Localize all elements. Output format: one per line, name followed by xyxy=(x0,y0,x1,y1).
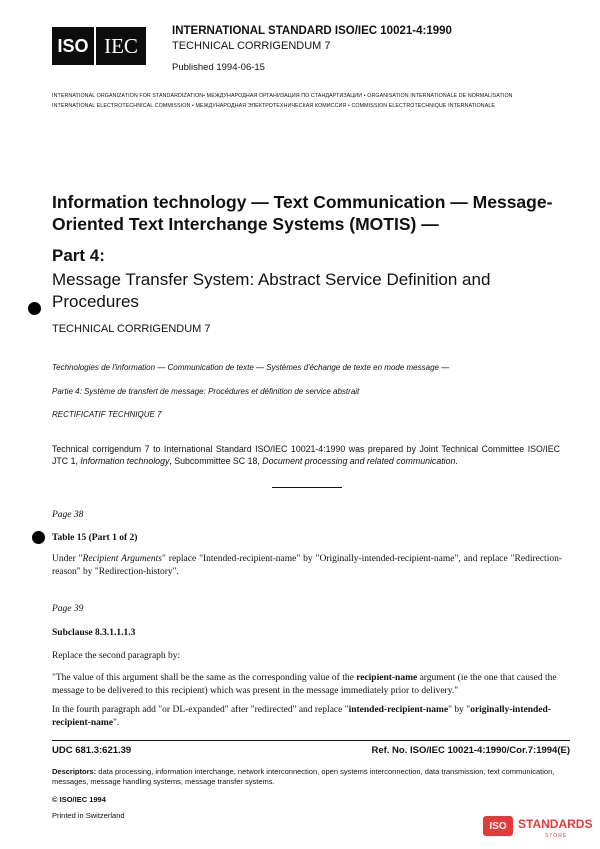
udc-code: UDC 681.3:621.39 xyxy=(52,745,132,756)
margin-bullet-1 xyxy=(28,302,41,315)
under-text-c: " replace "Intended-recipient-name" by "Originally-intended-recipient-name", and replace "Redirection-reason" by "Redirection-history". xyxy=(52,554,563,577)
title-line-2: Oriented Text Interchange Systems (MOTIS) — xyxy=(52,214,439,234)
under-paragraph xyxy=(52,553,562,579)
fourth-text-b: intended-recipient-name xyxy=(348,705,449,715)
quote-paragraph xyxy=(52,672,562,698)
iso-logo: ISO xyxy=(52,27,94,65)
quote-text-c: argument (ie the one that caused the message to be delivered to this recipient) which was present in the message immediately prior to delivery." xyxy=(52,673,557,696)
fourth-text-c: " by " xyxy=(448,705,471,715)
divider xyxy=(272,487,342,488)
intro-text-b: Information technology xyxy=(80,456,170,466)
corrigendum-label: TECHNICAL CORRIGENDUM 7 xyxy=(172,40,331,52)
fourth-text-a: In the fourth paragraph add "or DL-expanded" after "redirected" and replace " xyxy=(52,705,349,715)
intro-text-a: Technical corrigendum 7 to International Standard ISO/IEC 10021-4:1990 was prepared by Joint Technical Committee ISO/IEC JTC 1, xyxy=(52,444,560,466)
intro-text-c: , Subcommittee SC 18, xyxy=(169,456,263,466)
part-heading: Part 4: xyxy=(52,246,105,265)
margin-bullet-2 xyxy=(32,531,45,544)
quote-text-a: "The value of this argument shall be the same as the corresponding value of the xyxy=(52,673,357,683)
store-brand-sub: STORE xyxy=(545,833,568,839)
french-title-3: RECTIFICATIF TECHNIQUE 7 xyxy=(52,410,162,419)
subtitle-line-1: Message Transfer System: Abstract Service Definition and xyxy=(52,270,491,289)
document-title xyxy=(52,191,572,235)
under-text-a: Under " xyxy=(52,554,83,564)
intro-text-d: Document processing and related communication xyxy=(262,456,456,466)
store-brand-label: STANDARDS xyxy=(518,817,593,831)
published-date: Published 1994-06-15 xyxy=(172,62,265,73)
org-line-1: INTERNATIONAL ORGANIZATION FOR STANDARDIZATION• МЕЖДУНАРОДНАЯ ОРГАНИЗАЦИЯ ПО СТАНДАРТИЗАЦИИ • ORGANISATION INTERNATIONALE DE NORMALISATION xyxy=(52,93,513,99)
table-15-heading: Table 15 (Part 1 of 2) xyxy=(52,533,138,543)
french-title-1: Technologies de l'information — Communication de texte — Systèmes d'échange de texte en mode message — xyxy=(52,363,450,372)
corrigendum-subtitle: TECHNICAL CORRIGENDUM 7 xyxy=(52,323,211,335)
replace-instruction: Replace the second paragraph by: xyxy=(52,651,181,661)
fourth-text-e: ". xyxy=(113,718,120,728)
subtitle-line-2: Procedures xyxy=(52,292,139,311)
french-title-2: Partie 4: Système de transfert de message: Procédures et définition de service abstrait xyxy=(52,387,360,396)
copyright: © ISO/IEC 1994 xyxy=(52,795,106,804)
fourth-paragraph xyxy=(52,704,562,730)
iec-logo: IEC xyxy=(96,27,146,65)
quote-text-b: recipient-name xyxy=(356,673,418,683)
printed-in: Printed in Switzerland xyxy=(52,811,125,820)
fourth-text-d: originally-intended-recipient-name xyxy=(52,705,551,728)
descriptors-label: Descriptors: xyxy=(52,767,97,776)
part-subtitle xyxy=(52,269,572,313)
page-39-label: Page 39 xyxy=(52,604,84,614)
footer-rule xyxy=(52,740,570,741)
reference-number: Ref. No. ISO/IEC 10021-4:1990/Cor.7:1994(E) xyxy=(371,745,570,756)
intro-paragraph xyxy=(52,443,560,467)
title-line-1: Information technology — Text Communication — Message- xyxy=(52,192,553,212)
subclause-heading: Subclause 8.3.1.1.1.3 xyxy=(52,628,136,638)
descriptors xyxy=(52,767,570,787)
descriptors-text: data processing, information interchange, network interconnection, open systems interconnection, data transmission, text communication, messages, message handling systems, message transfer systems. xyxy=(52,767,555,786)
page-38-label: Page 38 xyxy=(52,510,84,520)
intro-text-e: . xyxy=(455,456,458,466)
org-line-2: INTERNATIONAL ELECTROTECHNICAL COMMISSION • МЕЖДУНАРОДНАЯ ЭЛЕКТРОТЕХНИЧЕСКАЯ КОМИССИЯ • COMMISSION ELECTROTECHNIQUE INTERNATIONALE xyxy=(52,103,496,109)
store-iso-badge: ISO xyxy=(483,816,513,836)
standard-title: INTERNATIONAL STANDARD ISO/IEC 10021-4:1990 xyxy=(172,25,452,37)
under-text-b: Recipient Arguments xyxy=(82,554,162,564)
